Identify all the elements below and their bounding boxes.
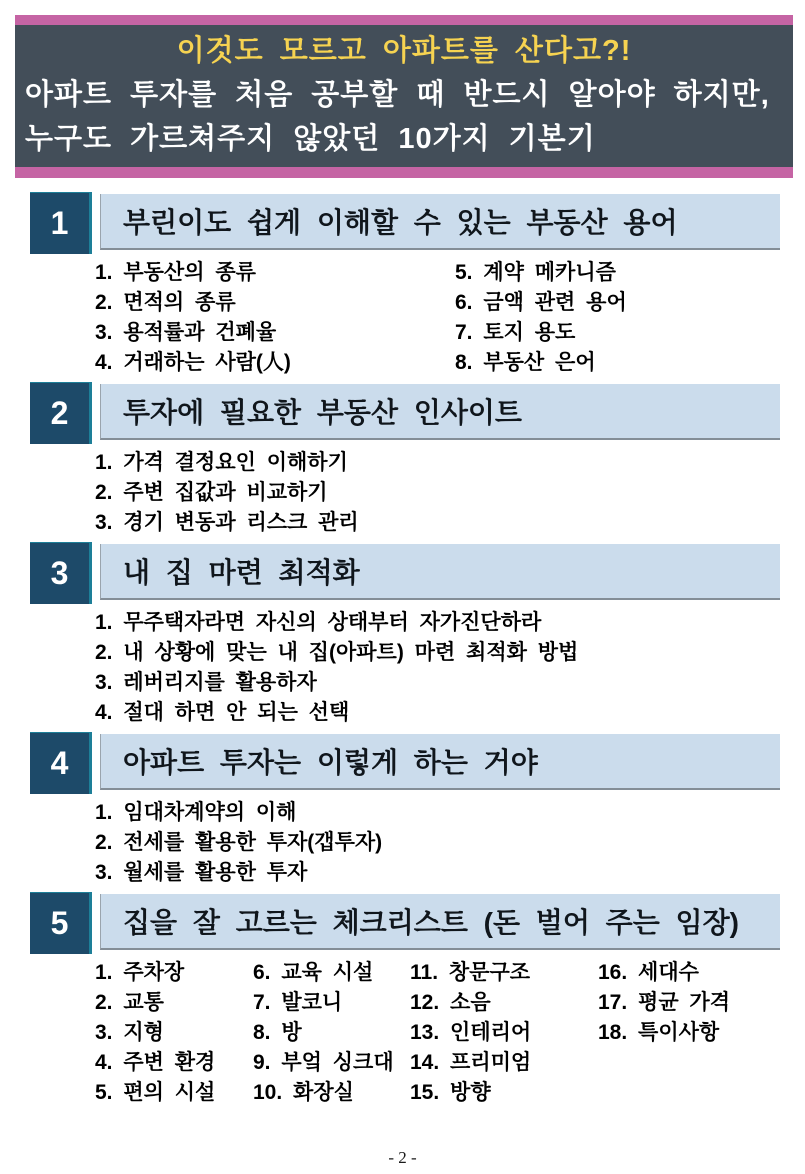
toc-item: 8. 방 (253, 1021, 302, 1044)
section-5-header (30, 892, 780, 954)
section-4-items (30, 794, 780, 892)
toc-item: 7. 토지 용도 (455, 321, 576, 344)
toc-item: 12. 소음 (410, 991, 491, 1014)
section-1-column-1 (95, 258, 455, 378)
section-4 (30, 732, 780, 892)
section-3-number-tile: 3 (30, 542, 92, 604)
toc-item: 4. 거래하는 사람(人) (95, 351, 291, 374)
section-2-items (30, 444, 780, 542)
toc-item: 6. 교육 시설 (253, 961, 374, 984)
toc-item: 1. 주차장 (95, 961, 185, 984)
page-number: - 2 - (388, 1148, 417, 1167)
section-4-header (30, 732, 780, 794)
toc-item: 3. 레버리지를 활용하자 (95, 671, 317, 694)
title-banner (15, 15, 793, 178)
section-1-number-tile: 1 (30, 192, 92, 254)
toc-item: 5. 편의 시설 (95, 1081, 216, 1104)
toc-item: 17. 평균 가격 (598, 991, 731, 1014)
section-5-number-tile: 5 (30, 892, 92, 954)
toc-item: 11. 창문구조 (410, 961, 531, 984)
section-1-column-2 (455, 258, 627, 378)
section-2-number-tile: 2 (30, 382, 92, 444)
section-1-items (30, 254, 780, 382)
toc-item: 15. 방향 (410, 1081, 491, 1104)
toc-item: 4. 주변 환경 (95, 1051, 216, 1074)
toc-item: 3. 월세를 활용한 투자 (95, 861, 308, 884)
section-2-title: 투자에 필요한 부동산 인사이트 (100, 384, 780, 440)
toc-item: 3. 지형 (95, 1021, 164, 1044)
banner-headline: 이것도 모르고 아파트를 산다고?! (176, 35, 632, 67)
banner-subline-1: 아파트 투자를 처음 공부할 때 반드시 알아야 하지만, (25, 79, 770, 111)
toc-item: 1. 가격 결정요인 이해하기 (95, 451, 348, 474)
toc-item: 3. 경기 변동과 리스크 관리 (95, 511, 359, 534)
toc-item: 3. 용적률과 건폐율 (95, 321, 277, 344)
section-1-header (30, 192, 780, 254)
toc-item: 18. 특이사항 (598, 1021, 720, 1044)
section-4-number-tile: 4 (30, 732, 92, 794)
toc-item: 2. 교통 (95, 991, 164, 1014)
section-5-column-3 (410, 958, 598, 1108)
toc-item: 13. 인테리어 (410, 1021, 532, 1044)
toc-item: 7. 발코니 (253, 991, 343, 1014)
section-2 (30, 382, 780, 542)
section-5-column-1 (95, 958, 253, 1108)
toc-item: 10. 화장실 (253, 1081, 354, 1104)
toc-item: 14. 프리미엄 (410, 1051, 532, 1074)
toc-item: 9. 부엌 싱크대 (253, 1051, 394, 1074)
toc-item: 5. 계약 메카니즘 (455, 261, 616, 284)
section-1-title: 부린이도 쉽게 이해할 수 있는 부동산 용어 (100, 194, 780, 250)
section-5-column-4 (598, 958, 730, 1108)
section-4-title: 아파트 투자는 이렇게 하는 거야 (100, 734, 780, 790)
section-5-items (30, 954, 780, 1112)
toc-item: 2. 전세를 활용한 투자(갭투자) (95, 831, 383, 854)
table-of-contents (30, 192, 780, 1112)
toc-item: 2. 면적의 종류 (95, 291, 236, 314)
banner-subline-2: 누구도 가르쳐주지 않았던 10가지 기본기 (25, 123, 596, 155)
toc-item: 2. 내 상황에 맞는 내 집(아파트) 마련 최적화 방법 (95, 641, 579, 664)
toc-item: 2. 주변 집값과 비교하기 (95, 481, 328, 504)
toc-item: 16. 세대수 (598, 961, 699, 984)
section-2-header (30, 382, 780, 444)
toc-item: 1. 부동산의 종류 (95, 261, 256, 284)
section-5 (30, 892, 780, 1112)
section-3 (30, 542, 780, 732)
toc-item: 4. 절대 하면 안 되는 선택 (95, 701, 350, 724)
toc-item: 8. 부동산 은어 (455, 351, 596, 374)
section-3-title: 내 집 마련 최적화 (100, 544, 780, 600)
toc-item: 1. 임대차계약의 이해 (95, 801, 297, 824)
toc-item: 6. 금액 관련 용어 (455, 291, 627, 314)
section-3-items (30, 604, 780, 732)
section-1 (30, 192, 780, 382)
section-5-title: 집을 잘 고르는 체크리스트 (돈 벌어 주는 임장) (100, 894, 780, 950)
section-3-header (30, 542, 780, 604)
toc-item: 1. 무주택자라면 자신의 상태부터 자가진단하라 (95, 611, 542, 634)
section-5-column-2 (253, 958, 410, 1108)
